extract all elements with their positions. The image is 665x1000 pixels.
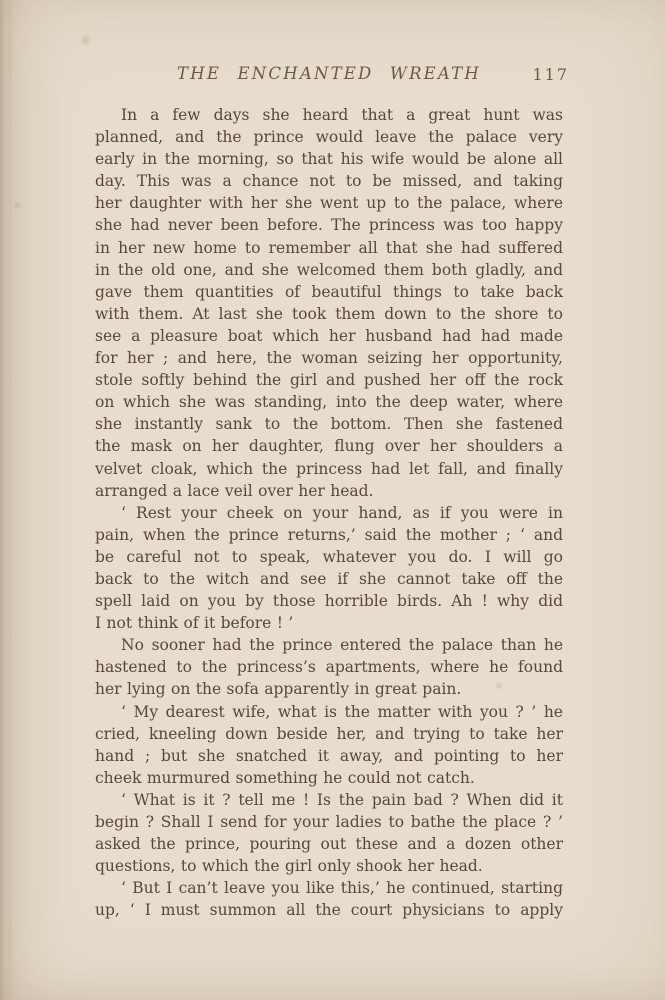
text-line: in her new home to remember all that she had suffered [95, 238, 563, 257]
text-line: spell laid on you by those horrible birds. Ah ! why did [95, 592, 563, 611]
text-line: asked the prince, pouring out these and a dozen other [95, 835, 563, 854]
paragraph [95, 502, 563, 635]
text-line: hastened to the princess’s apartments, where he found [95, 658, 563, 677]
paragraph [95, 701, 563, 789]
text-line: pain, when the prince returns,’ said the mother ; ‘ and [95, 525, 563, 544]
text-line: No sooner had the prince entered the palace than he [121, 636, 563, 655]
text-line: begin ? Shall I send for your ladies to bathe the place ? ’ [95, 813, 563, 831]
text-line: her daughter with her she went up to the palace, where [95, 194, 563, 213]
text-line: ‘ Rest your cheek on your hand, as if you were in [121, 503, 563, 522]
paragraph [95, 789, 563, 877]
text-line: ‘ My dearest wife, what is the matter with you ? ’ he [121, 702, 563, 721]
text-line: ‘ But I can’t leave you like this,’ he continued, starting [121, 879, 563, 898]
text-line: be careful not to speak, whatever you do. I will go [95, 547, 563, 566]
text-line: her lying on the sofa apparently in great pain. [95, 680, 462, 699]
foxing-spot [79, 34, 92, 46]
text-line: see a pleasure boat which her husband had had made [95, 326, 563, 345]
page-number: 117 [532, 65, 569, 84]
text-line: velvet cloak, which the princess had let fall, and finally [95, 459, 563, 478]
paragraph [95, 877, 563, 921]
text-line: stole softly behind the girl and pushed her off the rock [95, 371, 563, 390]
text-block [95, 104, 563, 921]
paragraph [95, 104, 563, 502]
text-line: questions, to which the girl only shook her head. [95, 857, 483, 876]
paragraph [95, 634, 563, 700]
text-line: I not think of it before ! ’ [95, 614, 294, 633]
text-line: she instantly sank to the bottom. Then she fastened [95, 415, 563, 434]
text-line: early in the morning, so that his wife would be alone all [95, 150, 563, 169]
text-line: ‘ What is it ? tell me ! Is the pain bad ? When did it [121, 790, 563, 809]
text-line: planned, and the prince would leave the palace very [95, 128, 563, 147]
text-line: for her ; and here, the woman seizing her opportunity, [95, 349, 563, 368]
text-line: the mask on her daughter, flung over her shoulders a [95, 437, 563, 456]
text-line: on which she was standing, into the deep water, where [95, 393, 563, 412]
text-line: in the old one, and she welcomed them both gladly, and [95, 260, 563, 279]
page-header [95, 64, 569, 86]
text-line: gave them quantities of beautiful things to take back [95, 282, 563, 301]
text-line: with them. At last she took them down to the shore to [95, 304, 563, 323]
text-line: cheek murmured something he could not catch. [95, 768, 475, 787]
text-line: she had never been before. The princess was too happy [95, 216, 563, 235]
text-line: cried, kneeling down beside her, and trying to take her [95, 724, 563, 743]
text-line: In a few days she heard that a great hunt was [121, 106, 563, 124]
text-line: up, ‘ I must summon all the court physicians to apply [95, 901, 563, 920]
text-line: back to the witch and see if she cannot take off the [95, 569, 563, 588]
text-line: arranged a lace veil over her head. [95, 481, 374, 500]
text-line: day. This was a chance not to be missed, and taking [95, 172, 563, 191]
text-line: hand ; but she snatched it away, and pointing to her [95, 746, 563, 765]
page-edge-shadow [0, 0, 18, 1000]
running-title: THE ENCHANTED WREATH [177, 64, 481, 83]
foxing-spot [13, 201, 22, 210]
